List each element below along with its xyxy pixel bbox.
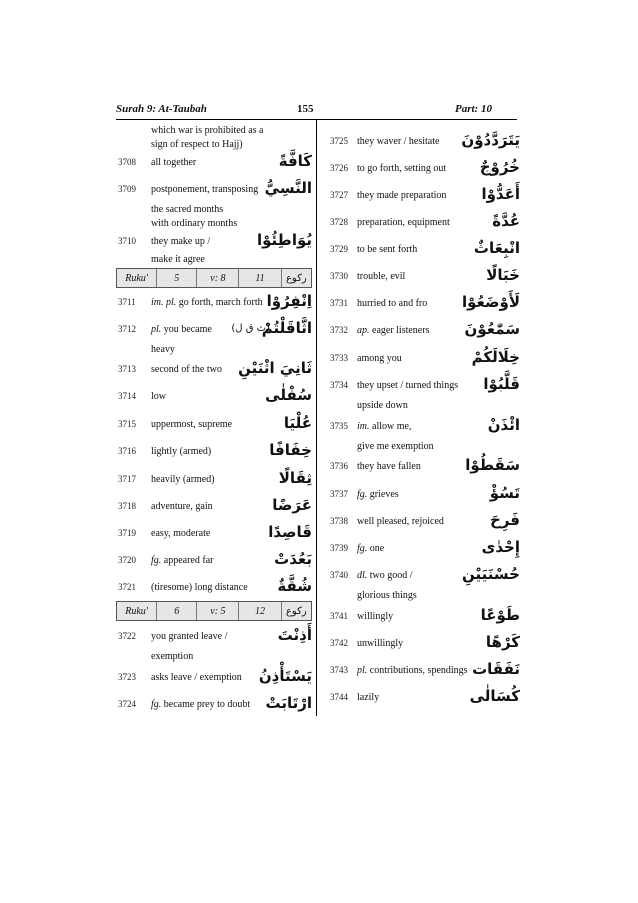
arabic-word: ارْتَابَتْ <box>265 694 312 712</box>
grammar-abbrev: fg. <box>357 489 368 500</box>
grammar-abbrev: pl. <box>357 665 368 676</box>
verse-count: v: 8 <box>197 269 239 287</box>
arabic-word: بَعُدَتْ <box>274 550 312 568</box>
english-text: unwillingly <box>357 638 404 649</box>
arabic-word: يَسْتَأْذِنُ <box>258 667 312 685</box>
english-text: all together <box>151 157 197 168</box>
english-text: asks leave / exemption <box>151 672 242 683</box>
english-meaning <box>357 352 402 366</box>
english-text: contributions, spendings <box>367 665 468 676</box>
entry-number: 3721 <box>118 582 136 592</box>
english-text: you granted leave / <box>151 631 228 642</box>
english-meaning <box>357 664 468 678</box>
english-text: glorious things <box>357 590 417 601</box>
entry-number: 3741 <box>330 611 348 621</box>
english-meaning <box>357 515 444 529</box>
entry-number: 3734 <box>330 380 348 390</box>
ruku-number: 6 <box>157 602 197 620</box>
verse-count: v: 5 <box>197 602 239 620</box>
grammar-abbrev: fg. <box>151 555 162 566</box>
entry-number: 3712 <box>118 324 136 334</box>
english-meaning <box>151 296 263 310</box>
ruku-label: Ruku' <box>117 602 157 620</box>
ruku-number: 5 <box>157 269 197 287</box>
english-meaning <box>357 243 417 257</box>
grammar-abbrev: fg. <box>151 699 162 710</box>
arabic-word: خِلَالَكُمْ <box>471 348 520 366</box>
english-text: exemption <box>151 651 194 662</box>
english-meaning <box>151 323 212 337</box>
arabic-word: اِنْفِرُوْا <box>266 292 312 310</box>
entry-number: 3715 <box>118 419 136 429</box>
arabic-word: حُسْنَيَيْنِ <box>462 565 520 583</box>
arabic-word: طَوْعًا <box>480 606 520 624</box>
arabic-word: لَأَوْضَعُوْا <box>461 293 520 311</box>
arabic-word: كَرْهًا <box>485 633 520 651</box>
english-meaning <box>151 124 263 138</box>
english-meaning <box>151 418 232 432</box>
english-text: willingly <box>357 611 394 622</box>
entry-number: 3717 <box>118 474 136 484</box>
english-meaning <box>151 698 250 712</box>
english-text: to be sent forth <box>357 244 418 255</box>
english-meaning <box>151 630 227 644</box>
english-meaning <box>357 440 434 454</box>
arabic-word: كُسَالٰى <box>469 687 520 705</box>
english-meaning <box>151 235 210 249</box>
entry-number: 3725 <box>330 136 348 146</box>
english-meaning <box>357 399 408 413</box>
english-text: they upset / turned things <box>357 380 459 391</box>
arabic-word: نَفَقَات <box>472 660 520 678</box>
arabic-word: شُقَّةٌ <box>277 577 312 595</box>
grammar-abbrev: pl. <box>151 324 162 335</box>
english-meaning <box>357 610 393 624</box>
english-meaning <box>357 488 399 502</box>
english-text: allow me, <box>369 421 412 432</box>
entry-number: 3708 <box>118 157 136 167</box>
english-meaning <box>151 183 258 197</box>
ruku-box <box>116 268 312 288</box>
english-meaning <box>357 324 429 338</box>
ruku-label: Ruku' <box>117 269 157 287</box>
english-text: easy, moderate <box>151 528 211 539</box>
arabic-word: سَمّٰعُوْنَ <box>464 320 520 338</box>
arabic-word: عُلْيَا <box>283 414 312 432</box>
surah-title: Surah 9: At-Taubah <box>116 103 207 115</box>
grammar-abbrev: im. <box>357 421 370 432</box>
grammar-abbrev: dl. <box>357 570 368 581</box>
ruku-count: 11 <box>239 269 281 287</box>
english-text: hurried to and fro <box>357 298 428 309</box>
arabic-word: قَلَّبُوْا <box>483 375 520 393</box>
arabic-word: ثِقَالًا <box>278 469 312 487</box>
english-text: you became <box>161 324 212 335</box>
entry-number: 3732 <box>330 325 348 335</box>
entry-number: 3728 <box>330 217 348 227</box>
english-text: to go forth, setting out <box>357 163 447 174</box>
english-meaning <box>151 527 210 541</box>
arabic-word: سُفْلٰى <box>265 386 312 404</box>
entry-number: 3710 <box>118 236 136 246</box>
ruku-box <box>116 601 312 621</box>
english-meaning <box>357 542 384 556</box>
entry-number: 3740 <box>330 570 348 580</box>
entry-number: 3720 <box>118 555 136 565</box>
entry-number: 3714 <box>118 391 136 401</box>
english-text: give me exemption <box>357 441 434 452</box>
arabic-word: يَتَرَدَّدُوْنَ <box>461 131 520 149</box>
english-text: uppermost, supreme <box>151 419 233 430</box>
english-meaning <box>357 691 379 705</box>
entry-number: 3716 <box>118 446 136 456</box>
arabic-word: انْبِعَاثٌ <box>473 239 520 257</box>
english-text: low <box>151 391 166 402</box>
arabic-word: قَاصِدًا <box>268 523 312 541</box>
grammar-abbrev: im. pl. <box>151 297 177 308</box>
english-text: postponement, transposing <box>151 184 259 195</box>
english-meaning <box>357 297 427 311</box>
english-text: heavy <box>151 344 175 355</box>
english-text: one <box>367 543 385 554</box>
english-meaning <box>357 189 446 203</box>
arabic-word: خَبَالًا <box>486 266 520 284</box>
entry-number: 3718 <box>118 501 136 511</box>
arabic-word: يُوَاطِئُوْا <box>257 231 312 249</box>
entry-number: 3743 <box>330 665 348 675</box>
english-meaning <box>357 420 411 434</box>
grammar-abbrev: ap. <box>357 325 370 336</box>
arabic-word: إِحْدٰى <box>481 538 520 556</box>
arabic-word: أَعَدُّوْا <box>481 185 520 203</box>
english-text: became prey to doubt <box>161 699 251 710</box>
english-text: the sacred months <box>151 204 224 215</box>
english-text: second of the two <box>151 364 222 375</box>
entry-number: 3722 <box>118 631 136 641</box>
english-text: grieves <box>367 489 399 500</box>
english-meaning <box>357 460 421 474</box>
english-meaning <box>151 445 211 459</box>
english-meaning <box>151 554 213 568</box>
english-text: they make up / <box>151 236 211 247</box>
english-meaning <box>151 650 193 664</box>
arabic-word: خُرُوْجٌ <box>479 158 520 176</box>
column-divider <box>316 120 317 716</box>
entry-number: 3731 <box>330 298 348 308</box>
english-meaning <box>357 135 439 149</box>
arabic-word: عُدَّةً <box>492 212 520 230</box>
english-meaning <box>357 569 413 583</box>
entry-number: 3735 <box>330 421 348 431</box>
english-text: with ordinary months <box>151 218 238 229</box>
english-text: go forth, march forth <box>176 297 263 308</box>
english-meaning <box>357 216 450 230</box>
entry-number: 3713 <box>118 364 136 374</box>
arabic-word: تَسُؤْ <box>489 484 520 502</box>
arabic-word: النَّسِيُّ <box>264 179 312 197</box>
english-meaning <box>151 156 196 170</box>
english-text: among you <box>357 353 402 364</box>
english-text: eager listeners <box>369 325 430 336</box>
english-text: lazily <box>357 692 380 703</box>
entry-number: 3744 <box>330 692 348 702</box>
entry-number: 3727 <box>330 190 348 200</box>
entry-number: 3726 <box>330 163 348 173</box>
entry-number: 3733 <box>330 353 348 363</box>
entry-number: 3723 <box>118 672 136 682</box>
entry-number: 3742 <box>330 638 348 648</box>
entry-number: 3719 <box>118 528 136 538</box>
arabic-word: فَرِحَ <box>490 511 520 529</box>
english-text: lightly (armed) <box>151 446 212 457</box>
english-meaning <box>151 203 223 217</box>
entry-number: 3729 <box>330 244 348 254</box>
english-meaning <box>357 589 417 603</box>
english-meaning <box>357 379 458 393</box>
english-meaning <box>357 637 403 651</box>
entry-number: 3736 <box>330 461 348 471</box>
english-meaning <box>357 270 405 284</box>
entry-number: 3739 <box>330 543 348 553</box>
english-text: adventure, gain <box>151 501 213 512</box>
arabic-word: سَقَطُوْا <box>465 456 520 474</box>
ruku-arabic: رکوع <box>285 605 307 617</box>
english-text: heavily (armed) <box>151 474 215 485</box>
entry-number: 3711 <box>118 297 136 307</box>
english-text: trouble, evil <box>357 271 406 282</box>
english-meaning <box>151 500 213 514</box>
english-text: sign of respect to Hajj) <box>151 139 243 150</box>
english-meaning <box>151 363 222 377</box>
ruku-arabic: رکوع <box>285 272 307 284</box>
english-meaning <box>151 671 242 685</box>
english-meaning <box>151 217 237 231</box>
entry-number: 3724 <box>118 699 136 709</box>
english-meaning <box>151 343 175 357</box>
english-meaning <box>151 581 248 595</box>
english-meaning <box>151 390 166 404</box>
arabic-word: اثَّاقَلْتُمْ <box>261 319 312 337</box>
grammar-abbrev: fg. <box>357 543 368 554</box>
part-label: Part: 10 <box>455 103 492 115</box>
english-text: which war is prohibited as a <box>151 125 264 136</box>
english-text: well pleased, rejoiced <box>357 516 444 527</box>
entry-number: 3737 <box>330 489 348 499</box>
english-text: preparation, equipment <box>357 217 450 228</box>
arabic-word: ائْذَنْ <box>487 416 520 434</box>
arabic-word: ثَانِيَ اثْنَيْنِ <box>238 359 312 377</box>
ruku-count: 12 <box>239 602 281 620</box>
english-text: upside down <box>357 400 408 411</box>
english-text: (tiresome) long distance <box>151 582 248 593</box>
entry-number: 3738 <box>330 516 348 526</box>
english-text: they waver / hesitate <box>357 136 440 147</box>
english-meaning <box>357 162 446 176</box>
english-text: they made preparation <box>357 190 447 201</box>
arabic-root: (ث ق ل) <box>231 323 270 334</box>
english-text: appeared far <box>161 555 214 566</box>
english-text: two good / <box>367 570 413 581</box>
arabic-word: كَافَّةً <box>278 152 312 170</box>
english-meaning <box>151 473 215 487</box>
english-text: make it agree <box>151 254 205 265</box>
arabic-word: عَرَضًا <box>272 496 312 514</box>
arabic-word: خِفَافًا <box>269 441 312 459</box>
arabic-word: أَذِنْتَ <box>277 626 312 644</box>
page-number: 155 <box>297 103 314 115</box>
english-meaning <box>151 253 205 267</box>
entry-number: 3709 <box>118 184 136 194</box>
english-meaning <box>151 138 243 152</box>
english-text: they have fallen <box>357 461 421 472</box>
entry-number: 3730 <box>330 271 348 281</box>
